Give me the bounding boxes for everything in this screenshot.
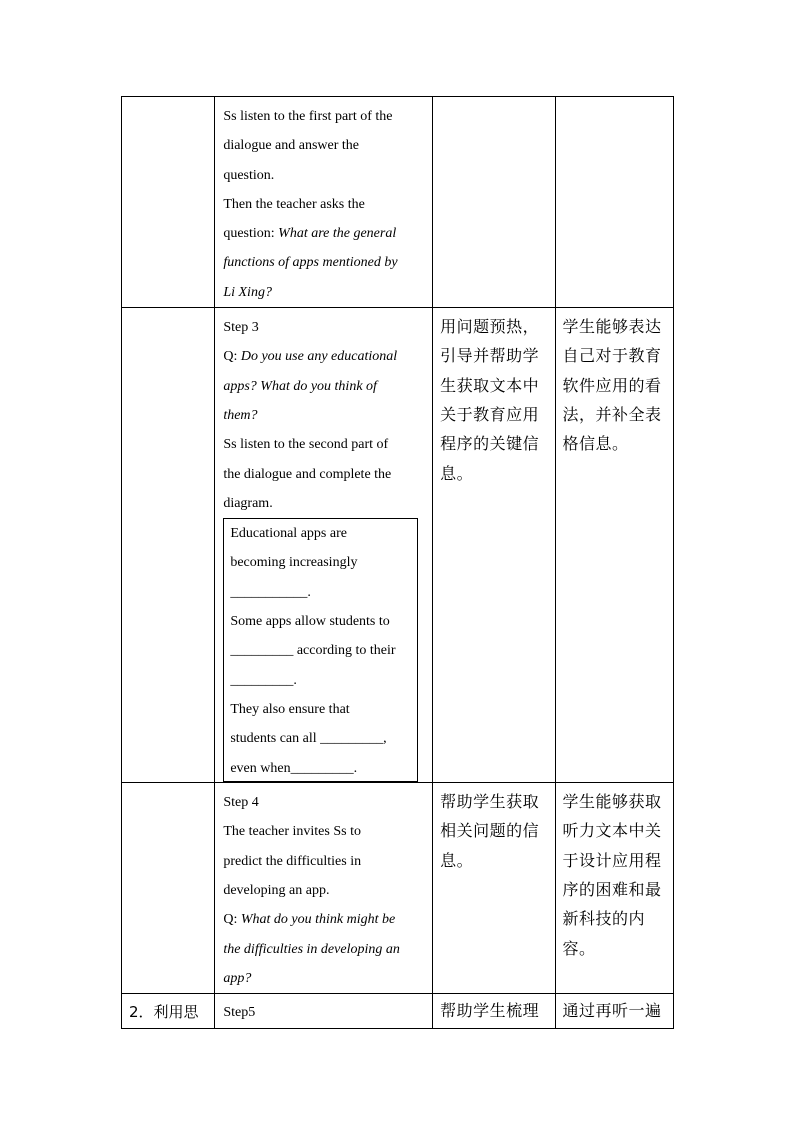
activity-line: The teacher invites Ss to [223,824,361,840]
activity-line: Then the teacher asks the [223,196,365,212]
diagram-line: ___________. [230,584,311,600]
stage-cell [122,308,215,783]
diagram-line: becoming increasingly [230,555,358,571]
stage-cell [122,994,215,1028]
question-text: What are the general [278,226,397,242]
purpose-cell [433,783,555,994]
outcome-text: 学生能够表达自己对于教育软件应用的看法，并补全表格信息。 [562,319,662,454]
step-label: Step 3 [223,320,259,336]
question-line [223,219,428,248]
lesson-plan-table [121,96,674,1029]
step-label: Step5 [223,1005,256,1021]
question-text: Li Xing? [223,284,272,300]
table-row [122,97,674,308]
purpose-cell [433,308,555,783]
outcome-text: 学生能够获取听力文本中关于设计应用程序的困难和最新科技的内容。 [562,794,662,958]
activity-cell [215,994,433,1028]
purpose-text: 帮助学生获取相关问题的信息。 [440,794,540,870]
purpose-text: 帮助学生梳理 [440,1003,540,1021]
diagram-line: Some apps allow students to [230,614,390,630]
question-text: apps? What do you think of [223,378,377,394]
table-row [122,308,674,783]
activity-line: question. [223,167,275,183]
step-label: Step 4 [223,795,259,811]
diagram-line: students can all _________, [230,731,387,747]
question-text: the difficulties in developing an [223,941,400,957]
diagram-line: Educational apps are [230,526,347,542]
purpose-text: 用问题预热，引导并帮助学生获取文本中关于教育应用程序的关键信息。 [440,319,540,483]
stage-label: 2．利用思 [129,1003,199,1022]
activity-line: predict the difficulties in [223,853,362,869]
question-prefix: question: [223,226,279,242]
diagram-line: They also ensure that [230,701,350,717]
stage-cell [122,783,215,994]
activity-line: dialogue and answer the [223,138,360,154]
activity-cell [215,783,433,994]
outcome-cell [555,308,673,783]
table-row [122,783,674,994]
outcome-cell [555,97,673,308]
outcome-cell [555,783,673,994]
outcome-cell [555,994,673,1028]
question-line [223,342,428,371]
activity-line: Ss listen to the first part of the [223,109,393,124]
activity-line: the dialogue and complete the [223,466,392,482]
activity-line: Ss listen to the second part of [223,437,389,453]
table-row [122,994,674,1028]
activity-cell [215,308,433,783]
diagram-line: even when_________. [230,760,358,776]
outcome-text: 通过再听一遍 [562,1003,662,1021]
question-prefix: Q: [223,349,241,365]
activity-line: diagram. [223,495,273,511]
stage-cell [122,97,215,308]
purpose-cell [433,97,555,308]
question-line [223,905,428,934]
question-text: What do you think might be [240,912,396,928]
question-text: app? [223,970,252,986]
question-text: them? [223,407,258,423]
question-prefix: Q: [223,912,241,928]
diagram-line: _________ according to their [230,643,396,659]
diagram-line: _________. [230,672,297,688]
activity-line: developing an app. [223,883,330,899]
diagram-box [223,518,418,782]
question-text: Do you use any educational [240,349,398,365]
activity-cell [215,97,433,308]
purpose-cell [433,994,555,1028]
question-text: functions of apps mentioned by [223,255,398,271]
